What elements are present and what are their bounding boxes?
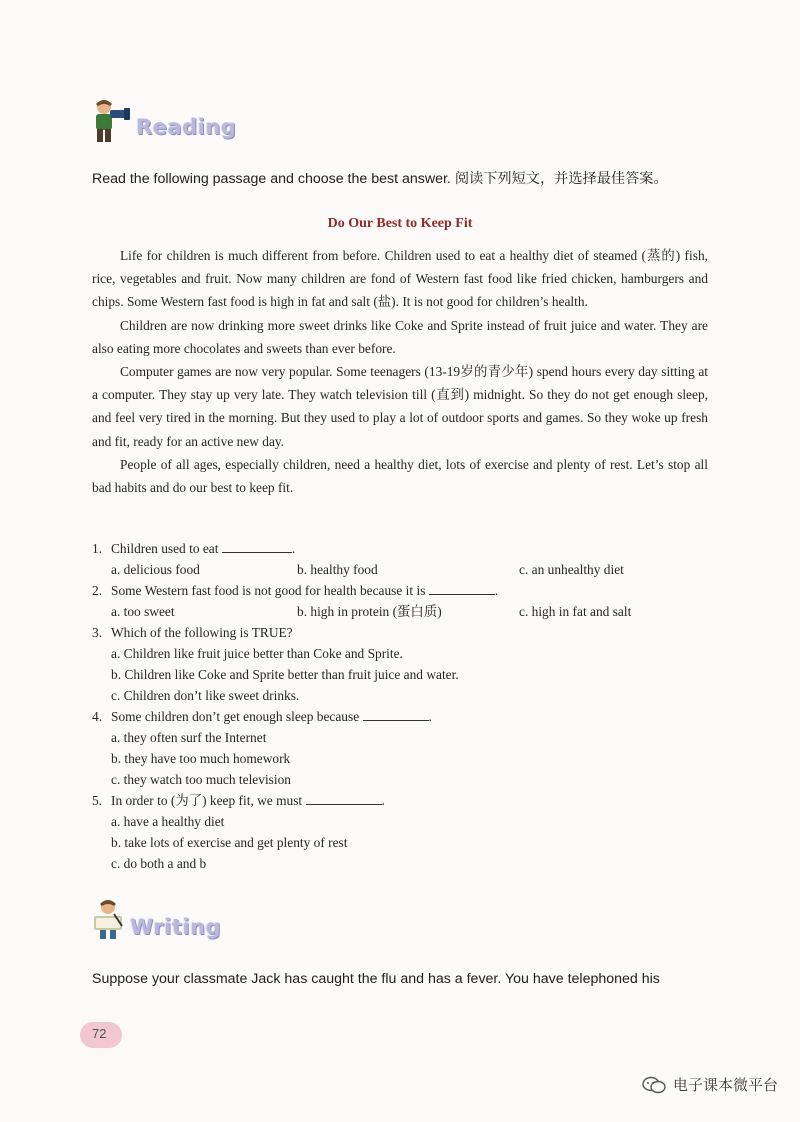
passage-paragraph: Life for children is much different from before. Children used to eat a healthy diet of steamed (蒸的) fish, rice, vegetables and fruit. Now many children are fond of Western fast food like fried chicken, hamburgers and chips. Some Western fast food is high in fat and salt (盐). It is not good for children’s health. [92,248,708,310]
answer-blank [222,540,292,553]
question-1: 1. Children used to eat . a. delicious food b. healthy food c. an unhealthy diet [92,538,712,580]
passage-paragraph: People of all ages, especially children, need a healthy diet, lots of exercise and plenty of rest. Let’s stop all bad habits and do our best to keep fit. [92,456,708,496]
writing-title: Writing [130,915,222,939]
question-text: Some Western fast food is not good for health because it is [111,583,426,598]
writer-mascot-icon [90,898,128,940]
question-3: 3. Which of the following is TRUE? a. Children like fruit juice better than Coke and Sprite. b. Children like Coke and Sprite better than fruit juice and water. c. Children don’t like sweet drinks. [92,622,712,706]
reader-mascot-icon [88,98,132,144]
watermark [641,1074,778,1095]
answer-blank [429,582,495,595]
option-b: b. Children like Coke and Sprite better than fruit juice and water. [111,667,459,682]
writing-instruction: Suppose your classmate Jack has caught the flu and has a fever. You have telephoned his [92,971,660,987]
passage [92,244,708,499]
question-text: In order to (为了) keep fit, we must [111,793,303,808]
option-a: a. too sweet [111,604,175,619]
question-list [92,538,712,874]
option-b: b. take lots of exercise and get plenty of rest [111,835,348,850]
passage-paragraph: Computer games are now very popular. Some teenagers (13-19岁的青少年) spend hours every day sitting at a computer. They stay up very late. They watch television till (直到) midnight. So they do not get enough sleep, and feel very tired in the morning. But they used to play a lot of outdoor sports and games. So they woke up fresh and fit, ready for an active new day. [92,364,708,449]
answer-blank [363,708,429,721]
wechat-icon [641,1075,667,1095]
question-text: Children used to eat [111,541,219,556]
answer-blank [306,792,382,805]
reading-header [88,98,236,144]
option-a: a. they often surf the Internet [111,730,267,745]
question-4: 4. Some children don’t get enough sleep because . a. they often surf the Internet b. they have too much homework c. they watch too much television [92,706,712,790]
option-c: c. high in fat and salt [519,604,632,619]
option-c: c. an unhealthy diet [519,562,624,577]
passage-paragraph: Children are now drinking more sweet drinks like Coke and Sprite instead of fruit juice and water. They are also eating more chocolates and sweets than ever before. [92,317,708,356]
option-c: c. do both a and b [111,856,207,871]
question-text: Some children don’t get enough sleep because [111,709,360,724]
watermark-text: 电子课本微平台 [672,1076,778,1094]
writing-header [90,898,221,940]
option-a: a. have a healthy diet [111,814,225,829]
reading-instruction: Read the following passage and choose the best answer. 阅读下列短文，并选择最佳答案。 [92,171,668,187]
question-2: 2. Some Western fast food is not good for health because it is . a. too sweet b. high in protein (蛋白质) c. high in fat and salt [92,580,712,622]
question-text: Which of the following is TRUE? [111,625,293,640]
question-5: 5. In order to (为了) keep fit, we must . a. have a healthy diet b. take lots of exercise and get plenty of rest c. do both a and b [92,790,712,874]
option-b: b. high in protein (蛋白质) [297,604,442,619]
option-a: a. delicious food [111,562,200,577]
passage-title: Do Our Best to Keep Fit [327,216,473,231]
reading-title: Reading [136,115,237,139]
option-b: b. they have too much homework [111,751,291,766]
option-c: c. Children don’t like sweet drinks. [111,688,300,703]
option-c: c. they watch too much television [111,772,291,787]
page-number: 72 [80,1022,122,1048]
option-a: a. Children like fruit juice better than Coke and Sprite. [111,646,403,661]
option-b: b. healthy food [297,562,378,577]
